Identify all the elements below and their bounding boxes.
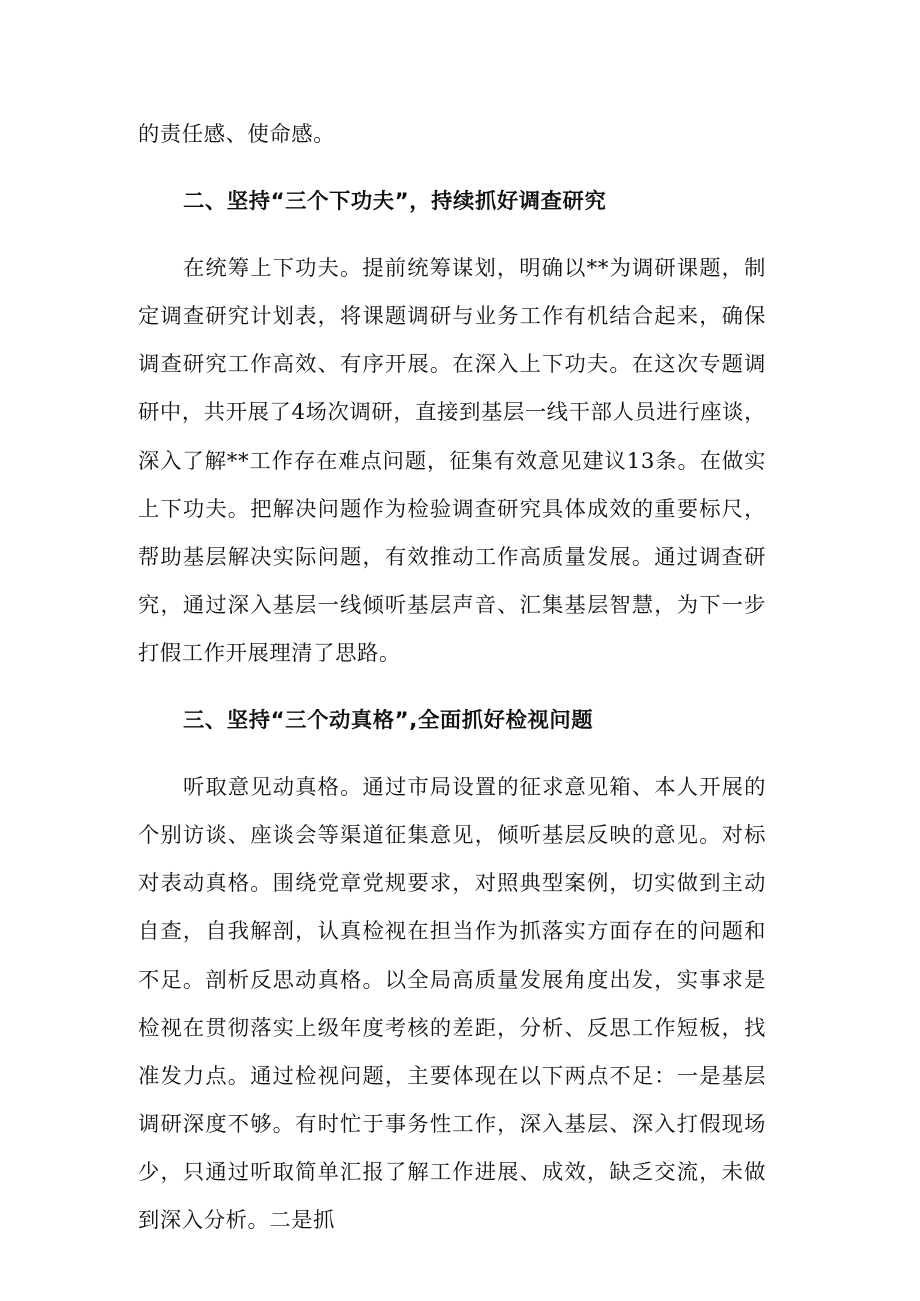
paragraph-research: 在统筹上下功夫。提前统筹谋划，明确以**为调研课题，制定调查研究计划表，将课题调研与业务工作有机结合起来，确保调查研究工作高效、有序开展。在深入上下功夫。在这次专题调研中，共开展了4场次调研，直接到基层一线干部人员进行座谈，深入了解**工作存在难点问题，征集有效意见建议13条。在做实上下功夫。把解决问题作为检验调查研究具体成效的重要标尺，帮助基层解决实际问题，有效推动工作高质量发展。通过调查研究，通过深入基层一线倾听基层声音、汇集基层智慧，为下一步打假工作开展理清了思路。: [138, 256, 766, 666]
document-body: [138, 111, 766, 1245]
section-heading-3: 三、坚持“三个动真格”,全面抓好检视问题: [183, 708, 594, 734]
paragraph-review: 听取意见动真格。通过市局设置的征求意见箱、本人开展的个别访谈、座谈会等渠道征集意见，倾听基层反映的意见。对标对表动真格。围绕党章党规要求，对照典型案例，切实做到主动自查，自我解剖，认真检视在担当作为抓落实方面存在的问题和不足。剖析反思动真格。以全局高质量发展角度出发，实事求是检视在贯彻落实上级年度考核的差距，分析、反思工作短板，找准发力点。通过检视问题，主要体现在以下两点不足：一是基层调研深度不够。有时忙于事务性工作，深入基层、深入打假现场少，只通过听取简单汇报了解工作进展、成效，缺乏交流，未做到深入分析。二是抓: [138, 775, 766, 1233]
section-heading-2: 二、坚持“三个下功夫”，持续抓好调查研究: [183, 189, 607, 215]
paragraph-continuation: 的责任感、使命感。: [138, 122, 336, 147]
